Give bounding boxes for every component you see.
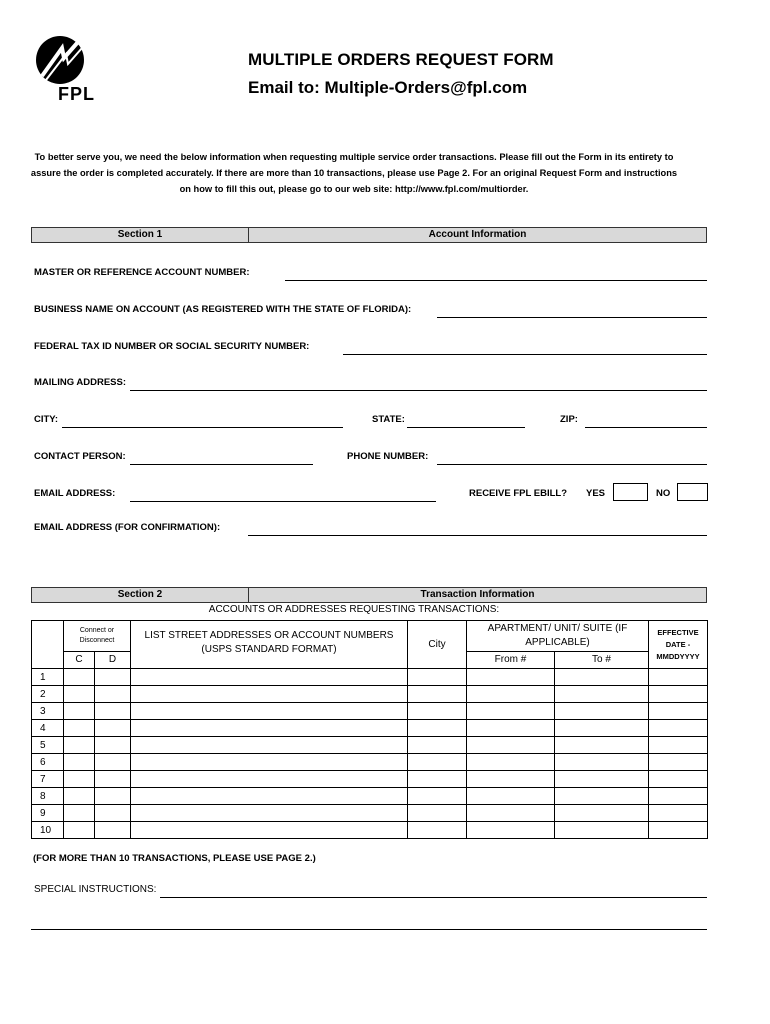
disconnect-cell[interactable]: [95, 805, 131, 822]
table-row: [32, 788, 708, 805]
connect-cell[interactable]: [64, 720, 95, 737]
disconnect-cell[interactable]: [95, 720, 131, 737]
business-name-label: BUSINESS NAME ON ACCOUNT (AS REGISTERED WITH THE STATE OF FLORIDA):: [34, 304, 412, 315]
row-number: 8: [32, 788, 64, 805]
apartment-header: APARTMENT/ UNIT/ SUITE (IF APPLICABLE): [467, 621, 649, 652]
city-cell[interactable]: [408, 805, 467, 822]
city-cell[interactable]: [408, 703, 467, 720]
master-account-label: MASTER OR REFERENCE ACCOUNT NUMBER:: [34, 267, 250, 278]
no-label: NO: [656, 488, 671, 499]
address-cell[interactable]: [131, 788, 408, 805]
disconnect-cell[interactable]: [95, 737, 131, 754]
row-number: 5: [32, 737, 64, 754]
special-instructions-field[interactable]: [160, 897, 707, 898]
address-cell[interactable]: [131, 686, 408, 703]
email-confirmation-label: EMAIL ADDRESS (FOR CONFIRMATION):: [34, 522, 221, 533]
to-cell[interactable]: [555, 669, 649, 686]
connect-cell[interactable]: [64, 771, 95, 788]
zip-label: ZIP:: [560, 414, 578, 425]
to-cell[interactable]: [555, 771, 649, 788]
table-row: [32, 822, 708, 839]
address-cell[interactable]: [131, 771, 408, 788]
yes-label: YES: [586, 488, 606, 499]
city-cell[interactable]: [408, 669, 467, 686]
table-row: [32, 737, 708, 754]
addresses-header: LIST STREET ADDRESSES OR ACCOUNT NUMBERS (USPS STANDARD FORMAT): [131, 621, 408, 669]
intro-paragraph: To better serve you, we need the below information when requesting multiple service order transactions. Please fill out the Form in its entirety to assure the order is completed accurately. If there are more than 10 transactions, please use Page 2. For an original Request Form and instructions on how to fill this out, please go to our web site: http://www.fpl.com/multiorder.: [30, 152, 678, 194]
contact-person-label: CONTACT PERSON:: [34, 451, 126, 462]
from-cell[interactable]: [467, 720, 555, 737]
disconnect-cell[interactable]: [95, 686, 131, 703]
address-cell[interactable]: [131, 669, 408, 686]
to-cell[interactable]: [555, 703, 649, 720]
section2-subheading: ACCOUNTS OR ADDRESSES REQUESTING TRANSACTIONS:: [208, 604, 500, 615]
to-cell[interactable]: [555, 754, 649, 771]
tax-id-label: FEDERAL TAX ID NUMBER OR SOCIAL SECURITY NUMBER:: [34, 341, 310, 352]
state-label: STATE:: [372, 414, 405, 425]
transactions-table: [31, 620, 708, 839]
city-cell[interactable]: [408, 737, 467, 754]
city-cell[interactable]: [408, 686, 467, 703]
tax-id-field[interactable]: [343, 354, 707, 355]
connect-cell[interactable]: [64, 669, 95, 686]
footnote: (FOR MORE THAN 10 TRANSACTIONS, PLEASE USE PAGE 2.): [33, 853, 316, 864]
disconnect-cell[interactable]: [95, 788, 131, 805]
connect-cell[interactable]: [64, 822, 95, 839]
to-cell[interactable]: [555, 788, 649, 805]
logo-text: FPL: [58, 84, 95, 104]
city-cell[interactable]: [408, 822, 467, 839]
city-cell[interactable]: [408, 754, 467, 771]
business-name-field[interactable]: [437, 317, 707, 318]
connect-c-header: C: [64, 651, 95, 668]
row-number-header: [32, 621, 64, 669]
table-row: [32, 754, 708, 771]
from-cell[interactable]: [467, 703, 555, 720]
effective-date-cell[interactable]: [649, 805, 708, 822]
address-cell[interactable]: [131, 703, 408, 720]
from-cell[interactable]: [467, 686, 555, 703]
table-row: [32, 805, 708, 822]
master-account-field[interactable]: [285, 280, 707, 281]
address-cell[interactable]: [131, 737, 408, 754]
connect-cell[interactable]: [64, 805, 95, 822]
effective-date-cell[interactable]: [649, 720, 708, 737]
special-instructions-line-2[interactable]: [31, 929, 707, 930]
address-cell[interactable]: [131, 720, 408, 737]
row-number: 2: [32, 686, 64, 703]
to-cell[interactable]: [555, 737, 649, 754]
effective-date-cell[interactable]: [649, 737, 708, 754]
to-cell[interactable]: [555, 822, 649, 839]
disconnect-cell[interactable]: [95, 771, 131, 788]
email-line: Email to: Multiple-Orders@fpl.com: [248, 78, 528, 97]
effective-date-cell[interactable]: [649, 771, 708, 788]
connect-cell[interactable]: [64, 737, 95, 754]
table-row: [32, 771, 708, 788]
state-field[interactable]: [407, 427, 525, 428]
city-label: CITY:: [34, 414, 59, 425]
table-row: [32, 669, 708, 686]
effective-date-cell[interactable]: [649, 669, 708, 686]
disconnect-cell[interactable]: [95, 703, 131, 720]
section2-heading: Transaction Information: [420, 589, 535, 600]
connect-cell[interactable]: [64, 703, 95, 720]
connect-cell[interactable]: [64, 754, 95, 771]
section2-header: [31, 587, 707, 603]
row-number: 7: [32, 771, 64, 788]
to-header: To #: [555, 651, 649, 668]
mailing-address-field[interactable]: [130, 390, 707, 391]
from-cell[interactable]: [467, 788, 555, 805]
email-address-label: EMAIL ADDRESS:: [34, 488, 116, 499]
row-number: 6: [32, 754, 64, 771]
effective-date-cell[interactable]: [649, 686, 708, 703]
effective-date-cell[interactable]: [649, 754, 708, 771]
table-row: [32, 686, 708, 703]
disconnect-cell[interactable]: [95, 669, 131, 686]
to-cell[interactable]: [555, 686, 649, 703]
contact-person-field[interactable]: [130, 464, 313, 465]
connect-cell[interactable]: [64, 788, 95, 805]
ebill-yes-checkbox[interactable]: [613, 483, 648, 501]
effective-date-cell[interactable]: [649, 822, 708, 839]
city-cell[interactable]: [408, 720, 467, 737]
connect-cell[interactable]: [64, 686, 95, 703]
ebill-label: RECEIVE FPL EBILL?: [469, 488, 568, 499]
to-cell[interactable]: [555, 720, 649, 737]
email-address-field[interactable]: [130, 501, 436, 502]
disconnect-d-header: D: [95, 651, 131, 668]
row-number: 9: [32, 805, 64, 822]
section2-label: Section 2: [32, 588, 249, 602]
section1-label: Section 1: [32, 228, 249, 242]
address-cell[interactable]: [131, 805, 408, 822]
fpl-logo: [32, 36, 112, 106]
phone-number-label: PHONE NUMBER:: [347, 451, 429, 462]
disconnect-cell[interactable]: [95, 754, 131, 771]
city-cell[interactable]: [408, 771, 467, 788]
from-cell[interactable]: [467, 822, 555, 839]
zip-field[interactable]: [585, 427, 707, 428]
city-field[interactable]: [62, 427, 343, 428]
special-instructions-label: SPECIAL INSTRUCTIONS:: [34, 884, 157, 895]
table-row: [32, 703, 708, 720]
address-cell[interactable]: [131, 822, 408, 839]
form-title: MULTIPLE ORDERS REQUEST FORM: [248, 50, 554, 69]
disconnect-cell[interactable]: [95, 822, 131, 839]
mailing-address-label: MAILING ADDRESS:: [34, 377, 127, 388]
from-cell[interactable]: [467, 805, 555, 822]
email-confirmation-field[interactable]: [248, 535, 707, 536]
from-header: From #: [467, 651, 555, 668]
row-number: 4: [32, 720, 64, 737]
section1-heading: Account Information: [428, 229, 527, 240]
phone-number-field[interactable]: [437, 464, 707, 465]
ebill-no-checkbox[interactable]: [677, 483, 708, 501]
effective-date-header: EFFECTIVE DATE - MMDDYYYY: [649, 621, 708, 669]
city-header: City: [408, 621, 467, 669]
from-cell[interactable]: [467, 771, 555, 788]
row-number: 3: [32, 703, 64, 720]
address-cell[interactable]: [131, 754, 408, 771]
from-cell[interactable]: [467, 669, 555, 686]
section1-header: [31, 227, 707, 243]
city-cell[interactable]: [408, 788, 467, 805]
row-number: 10: [32, 822, 64, 839]
table-row: [32, 720, 708, 737]
effective-date-cell[interactable]: [649, 703, 708, 720]
from-cell[interactable]: [467, 737, 555, 754]
from-cell[interactable]: [467, 754, 555, 771]
effective-date-cell[interactable]: [649, 788, 708, 805]
connect-disconnect-header: Connect or Disconnect: [64, 621, 131, 652]
row-number: 1: [32, 669, 64, 686]
to-cell[interactable]: [555, 805, 649, 822]
